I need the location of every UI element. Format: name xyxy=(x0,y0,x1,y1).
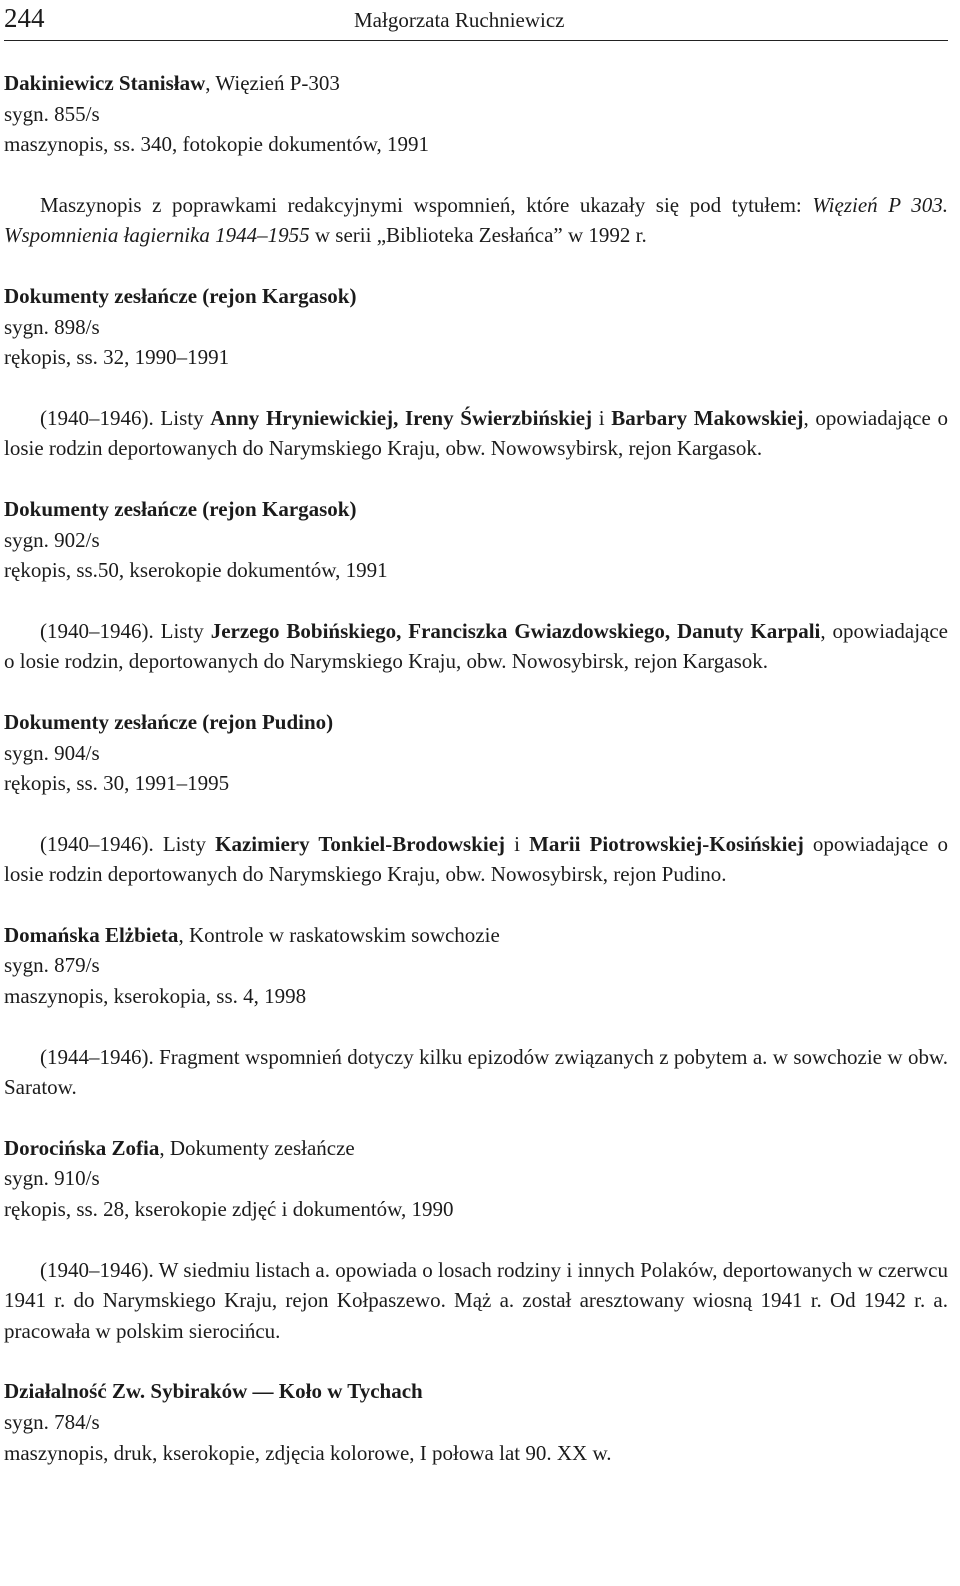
entry-description: (1940–1946). W siedmiu listach a. opowiada o losach rodziny i innych Polaków, deportowanych w czerwcu 1941 r. do Narymskiego Kraju, rejon Kołpaszewo. Mąż a. został aresztowany wiosną 1941 r. Od 1942 r. a. pracowała w polskim sierocińcu. xyxy=(4,1257,948,1343)
entry-physical-description: maszynopis, druk, kserokopie, zdjęcia kolorowe, I połowa lat 90. XX w. xyxy=(4,1440,612,1465)
person-names: Jerzego Bobińskiego, Franciszka Gwiazdowskiego, Danuty Karpali xyxy=(210,618,821,643)
entry-heading xyxy=(4,68,948,99)
entry-heading xyxy=(4,494,948,525)
entry-physical-description: rękopis, ss. 30, 1991–1995 xyxy=(4,771,230,796)
catalog-entry xyxy=(4,494,948,677)
entry-description: (1940–1946). Listy Jerzego Bobińskiego, Franciszka Gwiazdowskiego, Danuty Karpali, opowiadające o losie rodzin, deportowanych do Narymskiego Kraju, obw. Nowosybirsk, rejon Kargasok. xyxy=(4,618,948,674)
entry-physical-description: maszynopis, ss. 340, fotokopie dokumentów, 1991 xyxy=(4,132,430,157)
entry-title: Dorocińska Zofia xyxy=(4,1135,160,1160)
entry-physical-description: rękopis, ss. 28, kserokopie zdjęć i dokumentów, 1990 xyxy=(4,1197,454,1222)
entry-signature: sygn. 784/s xyxy=(4,1410,100,1434)
entry-subtitle: , Więzień P-303 xyxy=(205,71,340,95)
person-names: Barbary Makowskiej xyxy=(611,405,804,430)
entry-signature: sygn. 898/s xyxy=(4,314,100,339)
entry-signature: sygn. 855/s xyxy=(4,101,100,126)
entry-physical-description: maszynopis, kserokopia, ss. 4, 1998 xyxy=(4,984,307,1009)
entry-description: Maszynopis z poprawkami redakcyjnymi wspomnień, które ukazały się pod tytułem: Więzień P 303. Wspomnienia łagiernika 1944–1955 w serii „Biblioteka Zesłańca” w 1992 r. xyxy=(4,192,948,248)
entry-title: Dokumenty zesłańcze (rejon Pudino) xyxy=(4,709,334,734)
publication-title: Więzień P 303. Wspomnienia łagiernika 1944–1955 xyxy=(4,192,948,248)
entry-heading xyxy=(4,707,948,738)
entry-description: (1940–1946). Listy Anny Hryniewickiej, Ireny Świerzbińskiej i Barbary Makowskiej, opowiadające o losie rodzin deportowanych do Narymskiego Kraju, obw. Nowowsybirsk, rejon Kargasok. xyxy=(4,405,948,461)
entry-title: Domańska Elżbieta xyxy=(4,922,179,947)
entry-title: Działalność Zw. Sybiraków — Koło w Tychach xyxy=(4,1379,423,1404)
entry-physical-description: rękopis, ss.50, kserokopie dokumentów, 1991 xyxy=(4,558,388,583)
entry-subtitle: , Dokumenty zesłańcze xyxy=(159,1135,355,1160)
catalog-entry xyxy=(4,1376,948,1468)
entry-title: Dokumenty zesłańcze (rejon Kargasok) xyxy=(4,283,357,308)
catalog-entry xyxy=(4,920,948,1103)
page-header xyxy=(4,0,948,41)
entry-signature: sygn. 904/s xyxy=(4,740,100,765)
catalog-entry xyxy=(4,68,948,251)
entry-subtitle: , Kontrole w raskatowskim sowchozie xyxy=(178,922,500,947)
entry-description: (1944–1946). Fragment wspomnień dotyczy kilku epizodów związanych z pobytem a. w sowchozie w obw. Saratow. xyxy=(4,1044,948,1100)
entry-signature: sygn. 902/s xyxy=(4,527,100,552)
entry-physical-description: rękopis, ss. 32, 1990–1991 xyxy=(4,345,230,370)
entry-title: Dakiniewicz Stanisław xyxy=(4,71,206,95)
entry-heading xyxy=(4,920,948,951)
page-number: 244 xyxy=(4,3,45,33)
running-head-author: Małgorzata Ruchniewicz xyxy=(354,8,565,32)
entry-title: Dokumenty zesłańcze (rejon Kargasok) xyxy=(4,496,357,521)
entry-heading xyxy=(4,1376,948,1407)
entry-heading xyxy=(4,1133,948,1164)
person-names: Kazimiery Tonkiel-Brodowskiej xyxy=(215,831,506,856)
entry-signature: sygn. 879/s xyxy=(4,953,100,978)
catalog-entry xyxy=(4,707,948,890)
person-names: Anny Hryniewickiej, Ireny Świerzbińskiej xyxy=(210,405,593,430)
catalog-entries xyxy=(4,68,948,1498)
person-names: Marii Piotrowskiej-Kosińskiej xyxy=(529,831,804,856)
entry-heading xyxy=(4,281,948,312)
entry-signature: sygn. 910/s xyxy=(4,1166,100,1191)
catalog-entry xyxy=(4,1133,948,1347)
catalog-entry xyxy=(4,281,948,464)
entry-description: (1940–1946). Listy Kazimiery Tonkiel-Brodowskiej i Marii Piotrowskiej-Kosińskiej opowiadające o losie rodzin deportowanych do Narymskiego Kraju, obw. Nowosybirsk, rejon Pudino. xyxy=(4,831,948,887)
